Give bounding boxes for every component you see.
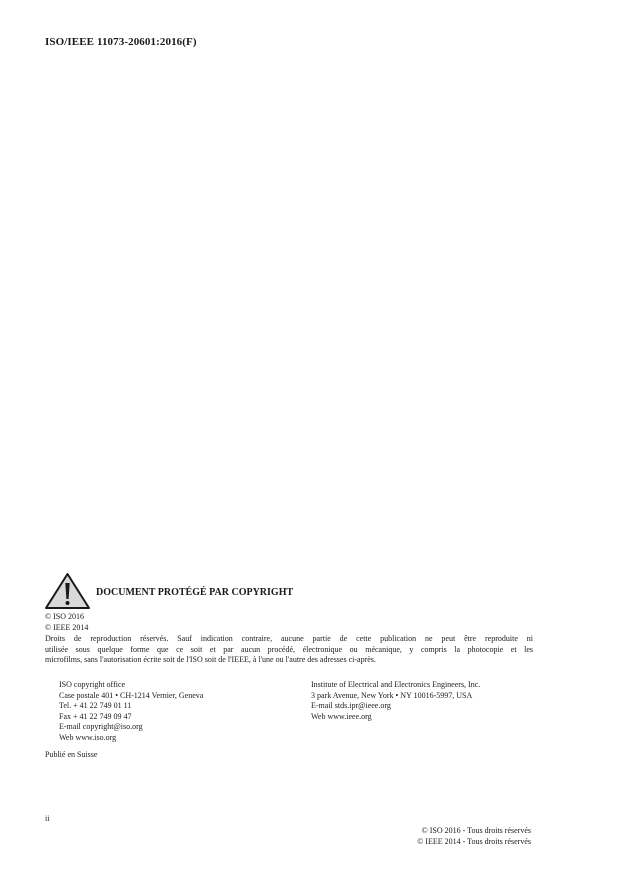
footer-rights <box>417 826 531 847</box>
footer-ieee-rights: © IEEE 2014 - Tous droits réservés <box>417 836 531 846</box>
iso-office-name: ISO copyright office <box>59 680 126 689</box>
page-number: ii <box>45 814 50 823</box>
ieee-name: Institute of Electrical and Electronics Engineers, Inc. <box>311 680 481 689</box>
iso-phone: Tel. + 41 22 749 01 11 <box>59 701 132 710</box>
paragraph-line: utilisée sous quelque forme que ce soit et par aucun procédé, électronique ou mécanique, y compris la photocopie et les <box>45 644 533 654</box>
ieee-web: Web www.ieee.org <box>311 711 372 721</box>
published-in: Publié en Suisse <box>45 750 98 759</box>
copyright-paragraph <box>45 634 533 666</box>
iso-fax: Fax + 41 22 749 09 47 <box>59 711 132 721</box>
ieee-postal-address: 3 park Avenue, New York • NY 10016-5997, USA <box>311 690 473 700</box>
document-id: ISO/IEEE 11073-20601:2016(F) <box>45 36 197 48</box>
iso-web: Web www.iso.org <box>59 732 117 742</box>
ieee-address-block <box>311 680 480 722</box>
iso-address-block <box>59 680 203 743</box>
ieee-email: E-mail stds.ipr@ieee.org <box>311 701 391 710</box>
paragraph-line: microfilms, sans l'autorisation écrite soit de l'ISO soit de l'IEEE, à l'une ou l'autre des adresses ci-après. <box>45 655 376 664</box>
iso-postal-address: Case postale 401 • CH-1214 Vernier, Geneva <box>59 690 204 700</box>
paragraph-line: Droits de reproduction réservés. Sauf indication contraire, aucune partie de cette publication ne peut être reproduite ni <box>45 634 533 643</box>
copyright-iso-line: © ISO 2016 <box>45 612 84 621</box>
warning-triangle-icon <box>44 572 91 610</box>
footer-iso-rights: © ISO 2016 - Tous droits réservés <box>421 826 531 835</box>
copyright-title: DOCUMENT PROTÉGÉ PAR COPYRIGHT <box>96 587 294 598</box>
iso-email: E-mail copyright@iso.org <box>59 722 143 731</box>
copyright-ieee-line: © IEEE 2014 <box>45 623 89 632</box>
